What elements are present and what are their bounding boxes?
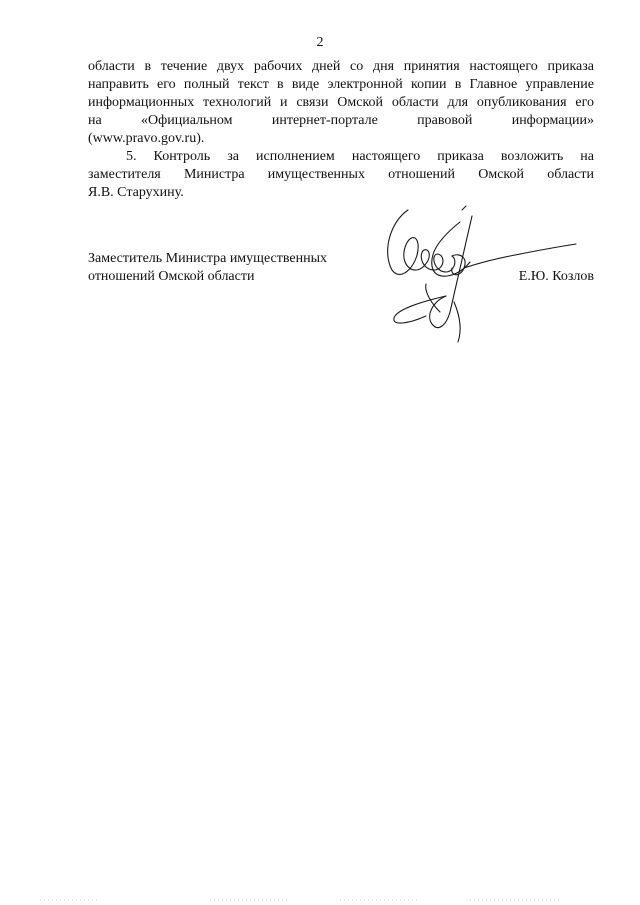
text-line: заместителя Министра имущественных отношений Омской области bbox=[88, 167, 594, 182]
signatory-position-line: отношений Омской области bbox=[88, 269, 255, 284]
text-line: Я.В. Старухину. bbox=[88, 185, 184, 200]
document-body bbox=[88, 58, 594, 202]
text-line: области в течение двух рабочих дней со дня принятия настоящего приказа bbox=[88, 59, 594, 74]
paragraph-publication bbox=[88, 58, 594, 148]
signature-block bbox=[88, 250, 594, 360]
page-number: 2 bbox=[316, 35, 324, 50]
text-line: (www.pravo.gov.ru). bbox=[88, 131, 205, 146]
signatory-position bbox=[88, 250, 368, 286]
text-line: информационных технологий и связи Омской области для опубликования его bbox=[88, 95, 594, 110]
text-line: на «Официальном интернет-портале правовой информации» bbox=[88, 113, 594, 128]
signatory-name: Е.Ю. Козлов bbox=[518, 269, 594, 284]
scan-artifact bbox=[40, 898, 600, 902]
text-line: направить его полный текст в виде электронной копии в Главное управление bbox=[88, 77, 594, 92]
signatory-position-line: Заместитель Министра имущественных bbox=[88, 251, 327, 266]
text-line: 5. Контроль за исполнением настоящего приказа возложить на bbox=[126, 149, 594, 164]
